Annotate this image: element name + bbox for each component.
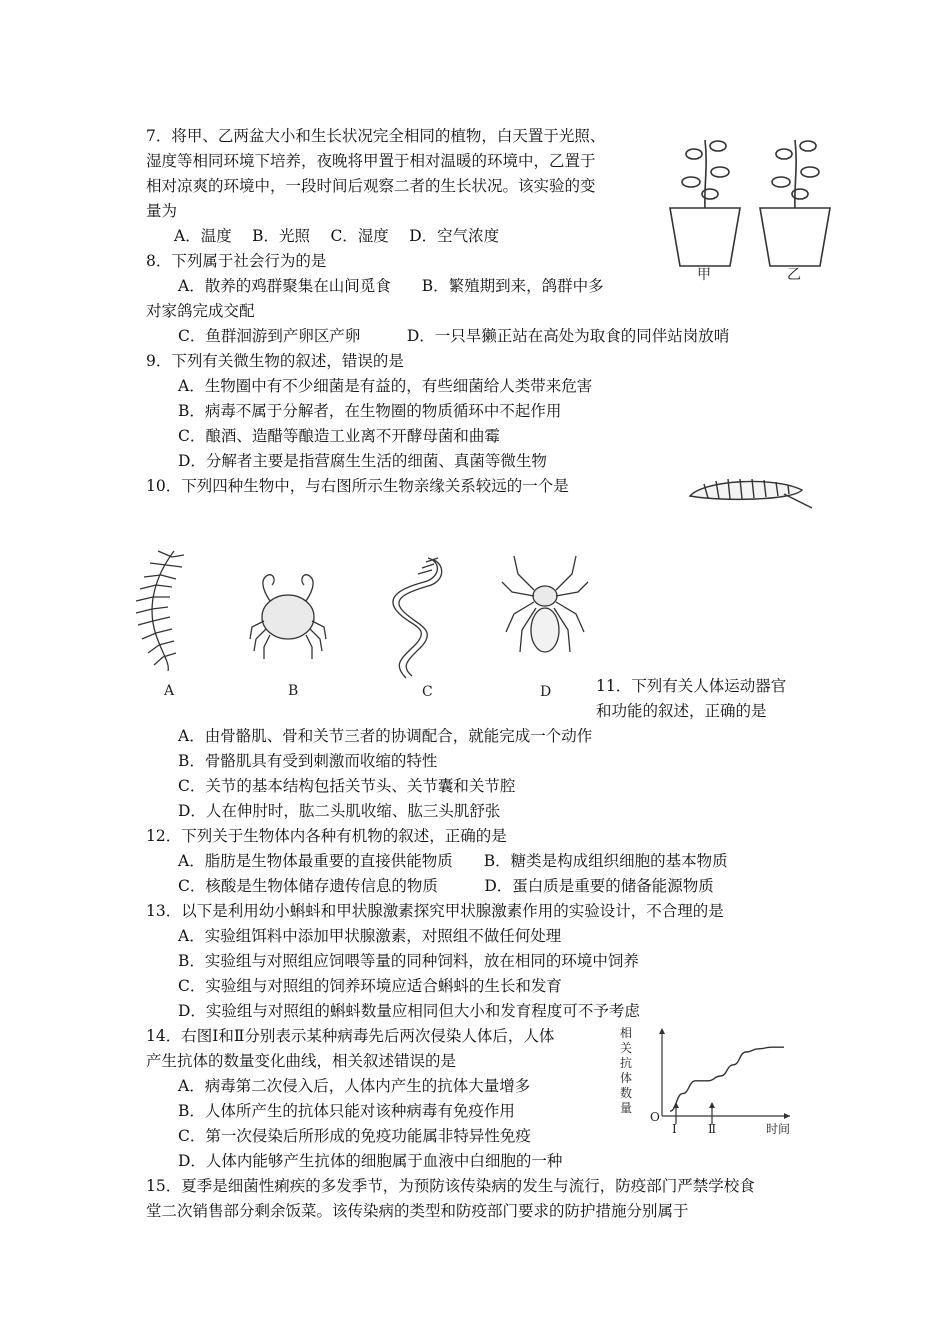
centipede-figure-a — [126, 545, 186, 705]
caterpillar-figure — [684, 470, 814, 512]
q7-stem-line-3: 相对凉爽的环境中，一段时间后观察二者的生长状况。该实验的变 — [146, 177, 596, 195]
q11-stem-line-1: 11．下列有关人体运动器官 — [596, 677, 787, 695]
chart-origin-label: O — [650, 1110, 660, 1124]
q9-option-c: C．酿酒、造醋等酿造工业离不开酵母菌和曲霉 — [178, 427, 500, 445]
y-axis-arrow — [659, 1028, 665, 1034]
animal-label-a: A — [164, 683, 175, 699]
q10-stem: 10．下列四种生物中，与右图所示生物亲缘关系较远的一个是 — [146, 477, 569, 495]
q8-options-ab-cont: 对家鸽完成交配 — [146, 302, 255, 320]
pot-label-jia: 甲 — [697, 267, 711, 283]
q13-stem: 13．以下是利用幼小蝌蚪和甲状腺激素探究甲状腺激素作用的实验设计，不合理的是 — [146, 902, 724, 920]
q11-option-d: D．人在伸肘时，肱二头肌收缩、肱三头肌舒张 — [178, 802, 501, 820]
q11-stem-line-2: 和功能的叙述，正确的是 — [596, 702, 767, 720]
q15-line-2: 堂二次销售部分剩余饭菜。该传染病的类型和防疫部门要求的防护措施分别属于 — [146, 1202, 689, 1220]
q7-stem-line-1: 7．将甲、乙两盆大小和生长状况完全相同的植物，白天置于光照、 — [146, 127, 606, 145]
spider-illustration — [500, 552, 590, 672]
q14-option-c: C．第一次侵染后所形成的免疫功能属非特异性免疫 — [178, 1127, 531, 1145]
chart-marker-1-label: Ⅰ — [672, 1122, 677, 1136]
q11-option-c: C．关节的基本结构包括关节头、关节囊和关节腔 — [178, 777, 516, 795]
q9-option-a: A．生物圈中有不少细菌是有益的，有些细菌给人类带来危害 — [178, 377, 593, 395]
worm-figure-c — [372, 552, 452, 702]
antibody-chart — [612, 1024, 802, 1142]
q8-options-cd: C．鱼群洄游到产卵区产卵 D．一只旱獭正站在高处为取食的同伴站岗放哨 — [178, 327, 730, 345]
crab-figure-b — [248, 565, 328, 705]
q11-option-b: B．骨骼肌具有受到刺激而收缩的特性 — [178, 752, 438, 770]
q13-option-a: A．实验组饵料中添加甲状腺激素，对照组不做任何处理 — [178, 927, 562, 945]
q8-stem: 8．下列属于社会行为的是 — [146, 252, 327, 270]
q14-stem-line-2: 产生抗体的数量变化曲线，相关叙述错误的是 — [146, 1052, 457, 1070]
animal-label-d: D — [540, 684, 552, 700]
chart-x-label: 时间 — [766, 1122, 791, 1136]
q14-option-d: D．人体内能够产生抗体的细胞属于血液中白细胞的一种 — [178, 1152, 563, 1170]
chart-y-label: 相关抗体数量 — [620, 1026, 633, 1115]
worm-illustration — [372, 552, 452, 682]
caterpillar-illustration — [684, 470, 814, 512]
q9-stem: 9．下列有关微生物的叙述，错误的是 — [146, 352, 404, 370]
q9-option-b: B．病毒不属于分解者，在生物圈的物质循环中不起作用 — [178, 402, 562, 420]
animal-label-c: C — [422, 684, 433, 700]
q9-option-d: D．分解者主要是指营腐生生活的细菌、真菌等微生物 — [178, 452, 547, 470]
q12-stem: 12．下列关于生物体内各种有机物的叙述，正确的是 — [146, 827, 507, 845]
q11-option-a: A．由骨骼肌、骨和关节三者的协调配合，就能完成一个动作 — [178, 727, 593, 745]
q12-options-ab: A．脂肪是生物体最重要的直接供能物质 B．糖类是构成组织细胞的基本物质 — [178, 852, 728, 870]
q15-line-1: 15．夏季是细菌性痢疾的多发季节，为预防该传染病的发生与流行，防疫部门严禁学校食 — [146, 1177, 755, 1195]
crab-illustration — [248, 565, 328, 665]
chart-marker-2-label: Ⅱ — [708, 1122, 717, 1136]
q7-options: A．温度 B．光照 C．湿度 D．空气浓度 — [174, 227, 500, 245]
q14-option-a: A．病毒第二次侵入后，人体内产生的抗体大量增多 — [178, 1077, 531, 1095]
q14-option-b: B．人体所产生的抗体只能对该种病毒有免疫作用 — [178, 1102, 515, 1120]
q14-stem-line-1: 14．右图Ⅰ和Ⅱ分别表示某种病毒先后两次侵染人体后，人体 — [146, 1027, 555, 1045]
q12-options-cd: C．核酸是生物体储存遗传信息的物质 D．蛋白质是重要的储备能源物质 — [178, 877, 714, 895]
x-axis-arrow — [784, 1113, 790, 1119]
plant-pots-figure — [660, 126, 840, 286]
marker-arrow-2-head — [709, 1102, 715, 1108]
q13-option-d: D．实验组与对照组的蝌蚪数量应相同但大小和发育程度可不予考虑 — [178, 1002, 640, 1020]
antibody-curve — [670, 1047, 784, 1111]
animal-label-b: B — [288, 683, 299, 699]
q7-stem-line-2: 湿度等相同环境下培养，夜晚将甲置于相对温暖的环境中，乙置于 — [146, 152, 596, 170]
q13-option-b: B．实验组与对照组应饲喂等量的同种饲料，放在相同的环境中饲养 — [178, 952, 639, 970]
q8-options-ab: A．散养的鸡群聚集在山间觅食 B．繁殖期到来，鸽群中多 — [178, 277, 604, 295]
marker-arrow-1-head — [673, 1102, 679, 1108]
plant-pots-illustration — [660, 126, 840, 286]
q13-option-c: C．实验组与对照组的饲养环境应适合蝌蚪的生长和发育 — [178, 977, 562, 995]
spider-figure-d — [500, 552, 590, 702]
q7-stem-line-4: 量为 — [146, 202, 178, 220]
centipede-illustration — [126, 545, 186, 675]
pot-label-yi: 乙 — [787, 267, 801, 283]
